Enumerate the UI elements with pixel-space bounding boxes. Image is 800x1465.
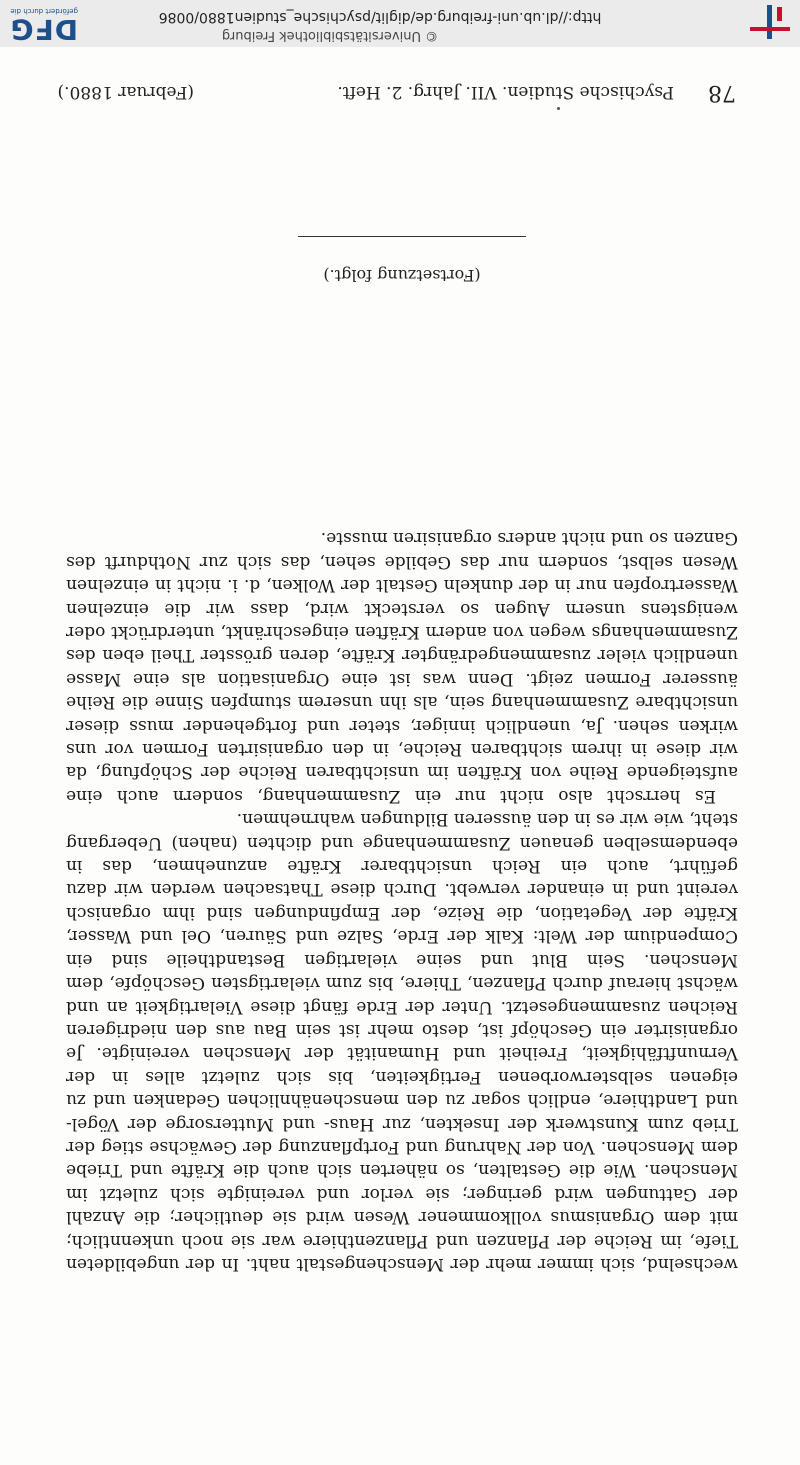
footer-band [0,0,800,47]
running-header [56,75,736,105]
library-flag-icon [750,5,790,39]
paragraph-2: Es herrscht also nicht nur ein Zusammenhang, sondern auch eine aufsteigende Reihe von Kräften im unsichtbaren Reiche der Schöpfung, da wir diese in ihrem sichtbaren Reiche, in den organisirten Formen vor uns wirken sehen. Ja, unendlich inniger, steter und fortgehender muss dieser unsichtbare Zusammenhang sein, als ihn unserem stumpfen Sinne die Reihe äusserer Formen zeigt. Denn was ist eine Organisation als eine Masse unendlich vieler zusammengedrängter Kräfte, deren grösster Theil eben des Zusammenhangs wegen von andern Kräften eingeschränkt, unterdrückt oder wenigstens unsern Augen so versteckt wird, dass wir die einzelnen Wassertropfen nur in der dunkeln Gestalt der Wolken, d. i. nicht in einzelnen Wesen selbst, sondern nur das Gebilde sehen, das sich zur Nothdurft des Ganzen so und nicht anders organisiren musste. [66,528,738,806]
running-title [57,82,674,102]
scan-speck [557,107,560,110]
closing-rule [298,236,526,237]
journal-title: Psychische Studien. VII. Jahrg. 2. Heft. [337,82,674,102]
continuation-note: (Fortsetzung folgt.) [323,266,481,285]
dfg-logo-subtitle: gefördert durch die [10,7,78,15]
body-text [66,526,738,1275]
paragraph-1: wechselnd, sich immer mehr der Menschengestalt naht. In der ungebildeten Tiefe, im Reiche der Pflanzen und Pflanzenthiere war sie noch unkenntlich; mit dem Organismus vollkommener Wesen wird sie deutlicher; die Anzahl der Gattungen wird geringer; sie verlor und vereinigte sich zuletzt im Menschen. Wie die Gestalten, so näherten sich auch die Kräfte und Triebe dem Menschen. Von der Nahrung und Fortpflanzung der Gewächse stieg der Trieb zum Kunstwerk der Insekten, zur Haus- und Muttersorge der Vögel- und Landthiere, endlich sogar zu den menschenähnlichen Gedanken und zu eigenen selbsterworbenen Fertigkeiten, bis sich zuletzt alles in der Vernunftfähigkeit, Freiheit und Humanität der Menschen vereinigte. Je organisirter ein Geschöpf ist, desto mehr ist sein Bau aus den niedrigeren Reichen zusammengesetzt. Unter der Erde fängt diese Vielartigkeit an und wächst hierauf durch Pflanzen, Thiere, bis zum vielartigsten Geschöpfe, dem Menschen. Sein Blut und seine vielartigen Bestandtheile sind ein Compendium der Welt: Kalk der Erde, Salze und Säuren, Oel und Wasser, Kräfte der Vegetation, die Reize, der Empfindungen sind ihm organisch vereint und in einander verwebt. Durch diese Thatsachen werden wir dazu geführt, auch ein Reich unsichtbarer Kräfte anzunehmen, das in ebendemselben genauen Zusammenhange und dichten (nahen) Uebergang steht, wie wir es in den äusseren Bildungen wahrnehmen. [66,809,738,1274]
permalink-url[interactable]: http://dl.ub.uni-freiburg.de/diglit/psychische_studien1880/0086 [158,9,602,25]
dfg-logo [8,5,78,46]
issue-date: (Februar 1880.) [57,82,194,102]
dfg-logo-text: DFG [9,13,78,46]
copyright-text: © Universitätsbibliothek Freiburg [221,28,439,43]
page-number: 78 [708,80,736,105]
